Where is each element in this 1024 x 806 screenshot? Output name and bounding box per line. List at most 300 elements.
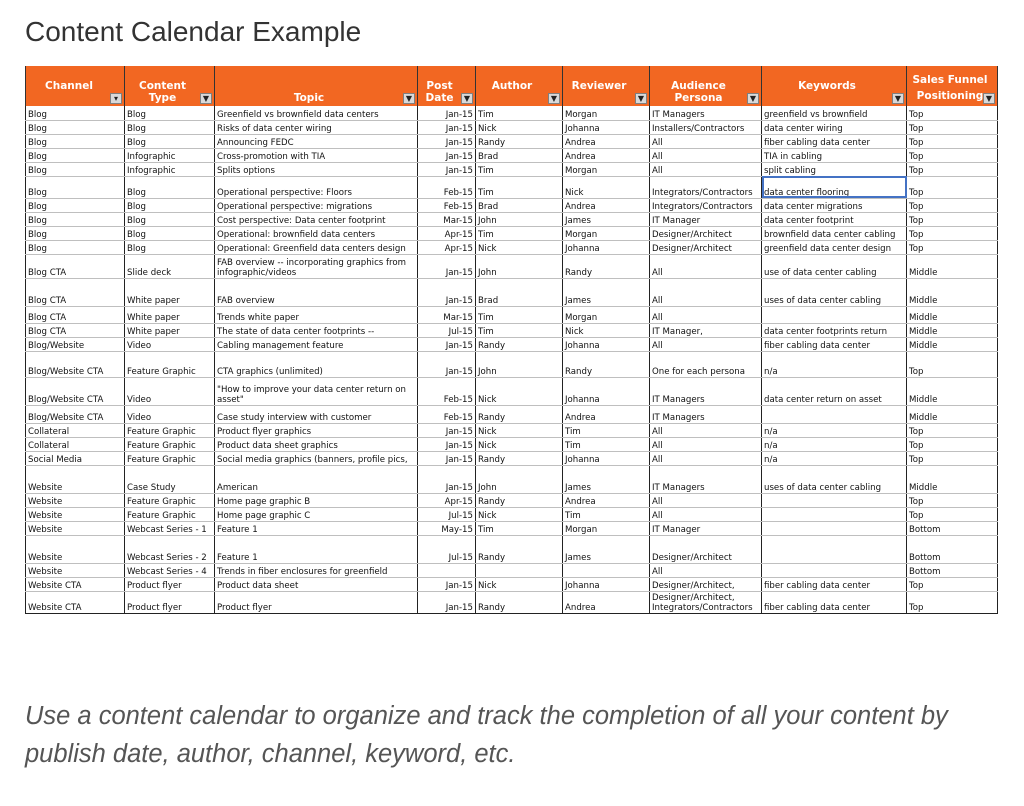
cell-channel[interactable]: Blog — [26, 148, 125, 162]
cell-sales-funnel[interactable]: Bottom — [907, 535, 998, 563]
cell-author[interactable]: Brad — [476, 278, 563, 306]
cell-post-date[interactable]: Jan-15 — [418, 437, 476, 451]
cell-audience-persona[interactable]: All — [650, 134, 762, 148]
cell-audience-persona[interactable]: Integrators/Contractors — [650, 176, 762, 198]
cell-channel[interactable]: Blog/Website — [26, 337, 125, 351]
cell-sales-funnel[interactable]: Top — [907, 493, 998, 507]
cell-reviewer[interactable] — [563, 563, 650, 577]
cell-topic[interactable]: Case study interview with customer — [215, 405, 418, 423]
cell-channel[interactable]: Blog CTA — [26, 323, 125, 337]
cell-keywords[interactable] — [762, 306, 907, 323]
cell-post-date[interactable]: Apr-15 — [418, 493, 476, 507]
cell-author[interactable]: Nick — [476, 240, 563, 254]
cell-author[interactable]: Randy — [476, 405, 563, 423]
cell-post-date[interactable]: Jul-15 — [418, 323, 476, 337]
cell-content-type[interactable]: Feature Graphic — [125, 437, 215, 451]
cell-post-date[interactable]: Jan-15 — [418, 162, 476, 176]
cell-channel[interactable]: Collateral — [26, 423, 125, 437]
cell-topic[interactable]: Operational perspective: Floors — [215, 176, 418, 198]
table-row — [26, 465, 998, 493]
cell-keywords[interactable]: n/a — [762, 423, 907, 437]
cell-content-type[interactable]: Blog — [125, 134, 215, 148]
cell-post-date[interactable]: Jul-15 — [418, 535, 476, 563]
cell-post-date[interactable]: Mar-15 — [418, 306, 476, 323]
cell-reviewer[interactable]: Johanna — [563, 451, 650, 465]
cell-topic[interactable]: Product flyer — [215, 591, 418, 613]
chevron-down-icon[interactable]: ▼ — [983, 93, 995, 104]
cell-post-date[interactable]: Jan-15 — [418, 337, 476, 351]
cell-topic[interactable]: Greenfield vs brownfield data centers — [215, 106, 418, 120]
cell-content-type[interactable]: Blog — [125, 120, 215, 134]
cell-channel[interactable]: Blog — [26, 162, 125, 176]
cell-content-type[interactable]: Blog — [125, 226, 215, 240]
cell-keywords[interactable]: n/a — [762, 437, 907, 451]
cell-author[interactable]: Nick — [476, 377, 563, 405]
cell-content-type[interactable]: Feature Graphic — [125, 507, 215, 521]
cell-post-date[interactable]: Apr-15 — [418, 240, 476, 254]
cell-audience-persona[interactable]: IT Managers — [650, 106, 762, 120]
cell-audience-persona[interactable]: One for each persona — [650, 351, 762, 377]
cell-post-date[interactable]: Jan-15 — [418, 254, 476, 278]
column-header-label: Author — [491, 80, 533, 92]
table-row — [26, 591, 998, 613]
cell-channel[interactable]: Website — [26, 493, 125, 507]
cell-keywords[interactable]: brownfield data center cabling — [762, 226, 907, 240]
cell-channel[interactable]: Collateral — [26, 437, 125, 451]
table-row — [26, 451, 998, 465]
cell-post-date[interactable]: Jan-15 — [418, 423, 476, 437]
cell-post-date[interactable]: Jan-15 — [418, 351, 476, 377]
cell-content-type[interactable]: Video — [125, 337, 215, 351]
cell-sales-funnel[interactable]: Middle — [907, 377, 998, 405]
cell-post-date[interactable]: Apr-15 — [418, 226, 476, 240]
cell-channel[interactable]: Blog CTA — [26, 278, 125, 306]
cell-sales-funnel[interactable]: Top — [907, 423, 998, 437]
cell-reviewer[interactable]: Morgan — [563, 106, 650, 120]
cell-channel[interactable]: Blog — [26, 240, 125, 254]
chevron-down-icon[interactable]: ▼ — [635, 93, 647, 104]
cell-topic[interactable]: Product data sheet graphics — [215, 437, 418, 451]
cell-audience-persona[interactable]: IT Managers — [650, 465, 762, 493]
cell-post-date[interactable]: Jan-15 — [418, 148, 476, 162]
cell-reviewer[interactable]: Andrea — [563, 148, 650, 162]
cell-reviewer[interactable]: James — [563, 212, 650, 226]
cell-topic[interactable]: Announcing FEDC — [215, 134, 418, 148]
cell-author[interactable]: Tim — [476, 106, 563, 120]
cell-reviewer[interactable]: Nick — [563, 323, 650, 337]
cell-author[interactable]: Tim — [476, 323, 563, 337]
cell-reviewer[interactable]: Randy — [563, 254, 650, 278]
cell-author[interactable]: Randy — [476, 591, 563, 613]
cell-content-type[interactable]: Feature Graphic — [125, 351, 215, 377]
cell-reviewer[interactable]: Johanna — [563, 120, 650, 134]
cell-keywords[interactable]: data center footprints return — [762, 323, 907, 337]
cell-topic[interactable]: Cost perspective: Data center footprint — [215, 212, 418, 226]
column-header-sales-funnel-positioning[interactable] — [907, 66, 998, 106]
cell-topic[interactable]: Product flyer graphics — [215, 423, 418, 437]
column-header-content-type[interactable] — [125, 66, 215, 106]
cell-channel[interactable]: Blog/Website CTA — [26, 405, 125, 423]
cell-author[interactable]: Tim — [476, 162, 563, 176]
cell-sales-funnel[interactable]: Top — [907, 120, 998, 134]
cell-keywords[interactable]: greenfield vs brownfield — [762, 106, 907, 120]
cell-audience-persona[interactable]: All — [650, 451, 762, 465]
cell-author[interactable]: Tim — [476, 306, 563, 323]
column-header-topic[interactable] — [215, 66, 418, 106]
cell-author[interactable]: Randy — [476, 535, 563, 563]
cell-content-type[interactable]: Webcast Series - 4 — [125, 563, 215, 577]
cell-content-type[interactable]: Video — [125, 377, 215, 405]
cell-author[interactable]: Randy — [476, 451, 563, 465]
cell-keywords[interactable]: uses of data center cabling — [762, 465, 907, 493]
cell-topic[interactable]: Cabling management feature — [215, 337, 418, 351]
cell-sales-funnel[interactable]: Middle — [907, 337, 998, 351]
cell-keywords[interactable]: use of data center cabling — [762, 254, 907, 278]
cell-post-date[interactable]: Feb-15 — [418, 377, 476, 405]
cell-keywords[interactable] — [762, 493, 907, 507]
cell-reviewer[interactable]: Tim — [563, 507, 650, 521]
column-header-author[interactable] — [476, 66, 563, 106]
cell-channel[interactable]: Website CTA — [26, 577, 125, 591]
cell-author[interactable]: Tim — [476, 521, 563, 535]
cell-audience-persona[interactable]: Designer/Architect — [650, 226, 762, 240]
cell-sales-funnel[interactable]: Middle — [907, 306, 998, 323]
cell-channel[interactable]: Website — [26, 521, 125, 535]
cell-sales-funnel[interactable]: Top — [907, 437, 998, 451]
cell-audience-persona[interactable]: Designer/Architect — [650, 240, 762, 254]
cell-sales-funnel[interactable]: Top — [907, 577, 998, 591]
cell-reviewer[interactable]: Tim — [563, 437, 650, 451]
cell-author[interactable]: Nick — [476, 437, 563, 451]
cell-post-date[interactable]: Jul-15 — [418, 507, 476, 521]
cell-content-type[interactable]: Product flyer — [125, 591, 215, 613]
chevron-down-icon[interactable]: ▼ — [747, 93, 759, 104]
cell-reviewer[interactable]: Morgan — [563, 306, 650, 323]
cell-channel[interactable]: Blog/Website CTA — [26, 351, 125, 377]
cell-audience-persona[interactable]: All — [650, 148, 762, 162]
cell-audience-persona[interactable]: Designer/Architect — [650, 535, 762, 563]
cell-author[interactable]: John — [476, 465, 563, 493]
cell-content-type[interactable]: Case Study — [125, 465, 215, 493]
cell-topic[interactable]: Feature 1 — [215, 535, 418, 563]
cell-sales-funnel[interactable]: Bottom — [907, 563, 998, 577]
cell-reviewer[interactable]: Johanna — [563, 377, 650, 405]
cell-reviewer[interactable]: James — [563, 535, 650, 563]
cell-content-type[interactable]: Webcast Series - 2 — [125, 535, 215, 563]
cell-post-date[interactable] — [418, 563, 476, 577]
cell-channel[interactable]: Blog — [26, 198, 125, 212]
cell-topic[interactable]: Trends white paper — [215, 306, 418, 323]
column-header-post-date[interactable] — [418, 66, 476, 106]
cell-channel[interactable]: Blog — [26, 176, 125, 198]
cell-keywords[interactable] — [762, 405, 907, 423]
cell-audience-persona[interactable]: IT Managers — [650, 405, 762, 423]
table-row — [26, 377, 998, 405]
table-row — [26, 351, 998, 377]
cell-post-date[interactable]: Jan-15 — [418, 591, 476, 613]
cell-author[interactable]: John — [476, 351, 563, 377]
cell-content-type[interactable]: Blog — [125, 240, 215, 254]
cell-author[interactable]: Randy — [476, 134, 563, 148]
cell-keywords[interactable] — [762, 507, 907, 521]
chevron-down-icon[interactable]: ▼ — [461, 93, 473, 104]
cell-channel[interactable]: Blog — [26, 106, 125, 120]
cell-reviewer[interactable]: Morgan — [563, 226, 650, 240]
cell-content-type[interactable]: White paper — [125, 323, 215, 337]
cell-keywords[interactable]: data center wiring — [762, 120, 907, 134]
cell-topic[interactable]: CTA graphics (unlimited) — [215, 351, 418, 377]
cell-sales-funnel[interactable]: Top — [907, 176, 998, 198]
cell-sales-funnel[interactable]: Top — [907, 212, 998, 226]
cell-keywords[interactable]: fiber cabling data center — [762, 577, 907, 591]
cell-content-type[interactable]: Infographic — [125, 148, 215, 162]
cell-audience-persona[interactable]: All — [650, 493, 762, 507]
cell-sales-funnel[interactable]: Bottom — [907, 521, 998, 535]
cell-reviewer[interactable]: Johanna — [563, 337, 650, 351]
cell-author[interactable]: Tim — [476, 226, 563, 240]
cell-sales-funnel[interactable]: Top — [907, 148, 998, 162]
cell-audience-persona[interactable]: IT Manager, — [650, 323, 762, 337]
cell-content-type[interactable]: Product flyer — [125, 577, 215, 591]
cell-audience-persona[interactable]: Designer/Architect, Integrators/Contractors — [650, 591, 762, 613]
cell-reviewer[interactable]: James — [563, 465, 650, 493]
table-row — [26, 507, 998, 521]
cell-channel[interactable]: Website — [26, 535, 125, 563]
column-header-label: Reviewer — [571, 80, 627, 92]
cell-content-type[interactable]: Feature Graphic — [125, 451, 215, 465]
cell-author[interactable]: Nick — [476, 577, 563, 591]
chevron-down-icon[interactable]: ▼ — [892, 93, 904, 104]
cell-content-type[interactable]: White paper — [125, 306, 215, 323]
cell-reviewer[interactable]: Morgan — [563, 521, 650, 535]
cell-channel[interactable]: Blog CTA — [26, 254, 125, 278]
cell-reviewer[interactable]: Johanna — [563, 240, 650, 254]
cell-content-type[interactable]: White paper — [125, 278, 215, 306]
cell-topic[interactable]: Home page graphic B — [215, 493, 418, 507]
cell-author[interactable]: Nick — [476, 423, 563, 437]
table-row — [26, 405, 998, 423]
cell-author[interactable]: Tim — [476, 176, 563, 198]
cell-sales-funnel[interactable]: Top — [907, 351, 998, 377]
cell-content-type[interactable]: Feature Graphic — [125, 423, 215, 437]
column-header-reviewer[interactable] — [563, 66, 650, 106]
cell-keywords[interactable]: fiber cabling data center — [762, 134, 907, 148]
cell-topic[interactable]: The state of data center footprints -- — [215, 323, 418, 337]
cell-post-date[interactable]: Jan-15 — [418, 451, 476, 465]
cell-audience-persona[interactable]: Installers/Contractors — [650, 120, 762, 134]
cell-keywords[interactable]: n/a — [762, 451, 907, 465]
cell-keywords[interactable]: greenfield data center design — [762, 240, 907, 254]
cell-content-type[interactable]: Blog — [125, 212, 215, 226]
cell-post-date[interactable]: Feb-15 — [418, 176, 476, 198]
cell-author[interactable]: Nick — [476, 507, 563, 521]
cell-channel[interactable]: Website — [26, 507, 125, 521]
cell-reviewer[interactable]: Andrea — [563, 493, 650, 507]
cell-topic[interactable]: Trends in fiber enclosures for greenfield — [215, 563, 418, 577]
cell-sales-funnel[interactable]: Top — [907, 507, 998, 521]
cell-audience-persona[interactable]: Integrators/Contractors — [650, 198, 762, 212]
cell-audience-persona[interactable]: All — [650, 306, 762, 323]
table-row — [26, 577, 998, 591]
cell-keywords[interactable]: data center flooring — [762, 176, 907, 198]
cell-topic[interactable]: Operational: Greenfield data centers design — [215, 240, 418, 254]
cell-reviewer[interactable]: Randy — [563, 351, 650, 377]
cell-audience-persona[interactable]: All — [650, 563, 762, 577]
column-header-audience-persona[interactable] — [650, 66, 762, 106]
cell-channel[interactable]: Social Media — [26, 451, 125, 465]
cell-author[interactable]: John — [476, 212, 563, 226]
cell-content-type[interactable]: Blog — [125, 106, 215, 120]
cell-keywords[interactable] — [762, 521, 907, 535]
cell-topic[interactable]: Splits options — [215, 162, 418, 176]
cell-post-date[interactable]: Mar-15 — [418, 212, 476, 226]
cell-topic[interactable]: FAB overview — [215, 278, 418, 306]
cell-content-type[interactable]: Infographic — [125, 162, 215, 176]
cell-author[interactable]: Brad — [476, 198, 563, 212]
cell-sales-funnel[interactable]: Top — [907, 591, 998, 613]
cell-keywords[interactable]: TIA in cabling — [762, 148, 907, 162]
cell-reviewer[interactable]: Andrea — [563, 591, 650, 613]
cell-author[interactable]: John — [476, 254, 563, 278]
cell-reviewer[interactable]: Johanna — [563, 577, 650, 591]
cell-keywords[interactable]: data center footprint — [762, 212, 907, 226]
cell-channel[interactable]: Blog/Website CTA — [26, 377, 125, 405]
cell-keywords[interactable]: data center return on asset — [762, 377, 907, 405]
cell-post-date[interactable]: Jan-15 — [418, 120, 476, 134]
cell-reviewer[interactable]: Andrea — [563, 405, 650, 423]
cell-post-date[interactable]: Jan-15 — [418, 465, 476, 493]
cell-audience-persona[interactable]: All — [650, 507, 762, 521]
cell-topic[interactable]: "How to improve your data center return on asset" — [215, 377, 418, 405]
cell-sales-funnel[interactable]: Top — [907, 198, 998, 212]
cell-channel[interactable]: Blog — [26, 134, 125, 148]
cell-reviewer[interactable]: Morgan — [563, 162, 650, 176]
chevron-down-icon[interactable]: ▼ — [548, 93, 560, 104]
cell-content-type[interactable]: Blog — [125, 176, 215, 198]
cell-sales-funnel[interactable]: Middle — [907, 278, 998, 306]
table-row — [26, 437, 998, 451]
cell-author[interactable]: Brad — [476, 148, 563, 162]
cell-topic[interactable]: Product data sheet — [215, 577, 418, 591]
column-header-label: Audience Persona — [671, 80, 726, 104]
cell-post-date[interactable]: May-15 — [418, 521, 476, 535]
cell-keywords[interactable]: split cabling — [762, 162, 907, 176]
cell-channel[interactable]: Blog — [26, 226, 125, 240]
cell-channel[interactable]: Blog CTA — [26, 306, 125, 323]
cell-sales-funnel[interactable]: Top — [907, 162, 998, 176]
cell-audience-persona[interactable]: All — [650, 162, 762, 176]
cell-content-type[interactable]: Feature Graphic — [125, 493, 215, 507]
cell-channel[interactable]: Website — [26, 465, 125, 493]
cell-audience-persona[interactable]: IT Manager — [650, 212, 762, 226]
cell-content-type[interactable]: Blog — [125, 198, 215, 212]
cell-keywords[interactable]: n/a — [762, 351, 907, 377]
cell-sales-funnel[interactable]: Top — [907, 451, 998, 465]
cell-audience-persona[interactable]: Designer/Architect, — [650, 577, 762, 591]
cell-topic[interactable]: American — [215, 465, 418, 493]
cell-content-type[interactable]: Webcast Series - 1 — [125, 521, 215, 535]
cell-reviewer[interactable]: James — [563, 278, 650, 306]
cell-author[interactable] — [476, 563, 563, 577]
cell-keywords[interactable]: data center migrations — [762, 198, 907, 212]
table-row — [26, 535, 998, 563]
cell-reviewer[interactable]: Andrea — [563, 198, 650, 212]
cell-audience-persona[interactable]: IT Manager — [650, 521, 762, 535]
cell-topic[interactable]: Risks of data center wiring — [215, 120, 418, 134]
cell-audience-persona[interactable]: All — [650, 337, 762, 351]
column-header-label: Topic — [293, 92, 325, 104]
cell-post-date[interactable]: Jan-15 — [418, 278, 476, 306]
cell-topic[interactable]: Operational perspective: migrations — [215, 198, 418, 212]
cell-post-date[interactable]: Jan-15 — [418, 134, 476, 148]
cell-sales-funnel[interactable]: Top — [907, 106, 998, 120]
cell-topic[interactable]: Home page graphic C — [215, 507, 418, 521]
cell-sales-funnel[interactable]: Top — [907, 240, 998, 254]
cell-keywords[interactable]: uses of data center cabling — [762, 278, 907, 306]
cell-topic[interactable]: FAB overview -- incorporating graphics from infographic/videos — [215, 254, 418, 278]
cell-keywords[interactable]: fiber cabling data center — [762, 591, 907, 613]
cell-post-date[interactable]: Jan-15 — [418, 106, 476, 120]
cell-content-type[interactable]: Video — [125, 405, 215, 423]
sort-filter-icon[interactable]: ▾ — [110, 93, 122, 104]
table-row — [26, 521, 998, 535]
column-header-label: Keywords — [798, 80, 856, 92]
cell-post-date[interactable]: Feb-15 — [418, 405, 476, 423]
cell-post-date[interactable]: Jan-15 — [418, 577, 476, 591]
cell-keywords[interactable]: fiber cabling data center — [762, 337, 907, 351]
cell-topic[interactable]: Social media graphics (banners, profile pics, — [215, 451, 418, 465]
cell-channel[interactable]: Website CTA — [26, 591, 125, 613]
cell-reviewer[interactable]: Nick — [563, 176, 650, 198]
cell-topic[interactable]: Cross-promotion with TIA — [215, 148, 418, 162]
cell-sales-funnel[interactable]: Top — [907, 226, 998, 240]
cell-author[interactable]: Randy — [476, 493, 563, 507]
cell-keywords[interactable] — [762, 535, 907, 563]
cell-content-type[interactable]: Slide deck — [125, 254, 215, 278]
chevron-down-icon[interactable]: ▼ — [403, 93, 415, 104]
column-header-channel[interactable] — [26, 66, 125, 106]
cell-keywords[interactable] — [762, 563, 907, 577]
cell-topic[interactable]: Feature 1 — [215, 521, 418, 535]
cell-channel[interactable]: Blog — [26, 120, 125, 134]
table-row — [26, 337, 998, 351]
table-row — [26, 323, 998, 337]
cell-audience-persona[interactable]: All — [650, 437, 762, 451]
cell-channel[interactable]: Blog — [26, 212, 125, 226]
cell-reviewer[interactable]: Tim — [563, 423, 650, 437]
cell-topic[interactable]: Operational: brownfield data centers — [215, 226, 418, 240]
cell-author[interactable]: Nick — [476, 120, 563, 134]
cell-channel[interactable]: Website — [26, 563, 125, 577]
cell-sales-funnel[interactable]: Top — [907, 134, 998, 148]
cell-sales-funnel[interactable]: Middle — [907, 323, 998, 337]
cell-audience-persona[interactable]: All — [650, 254, 762, 278]
page-title: Content Calendar Example — [25, 16, 362, 47]
cell-author[interactable]: Randy — [476, 337, 563, 351]
cell-post-date[interactable]: Feb-15 — [418, 198, 476, 212]
content-calendar-table — [25, 66, 998, 614]
cell-sales-funnel[interactable]: Middle — [907, 405, 998, 423]
cell-audience-persona[interactable]: All — [650, 278, 762, 306]
chevron-down-icon[interactable]: ▼ — [200, 93, 212, 104]
cell-reviewer[interactable]: Andrea — [563, 134, 650, 148]
table-row — [26, 563, 998, 577]
cell-sales-funnel[interactable]: Middle — [907, 254, 998, 278]
column-header-keywords[interactable] — [762, 66, 907, 106]
cell-sales-funnel[interactable]: Middle — [907, 465, 998, 493]
cell-audience-persona[interactable]: IT Managers — [650, 377, 762, 405]
cell-audience-persona[interactable]: All — [650, 423, 762, 437]
